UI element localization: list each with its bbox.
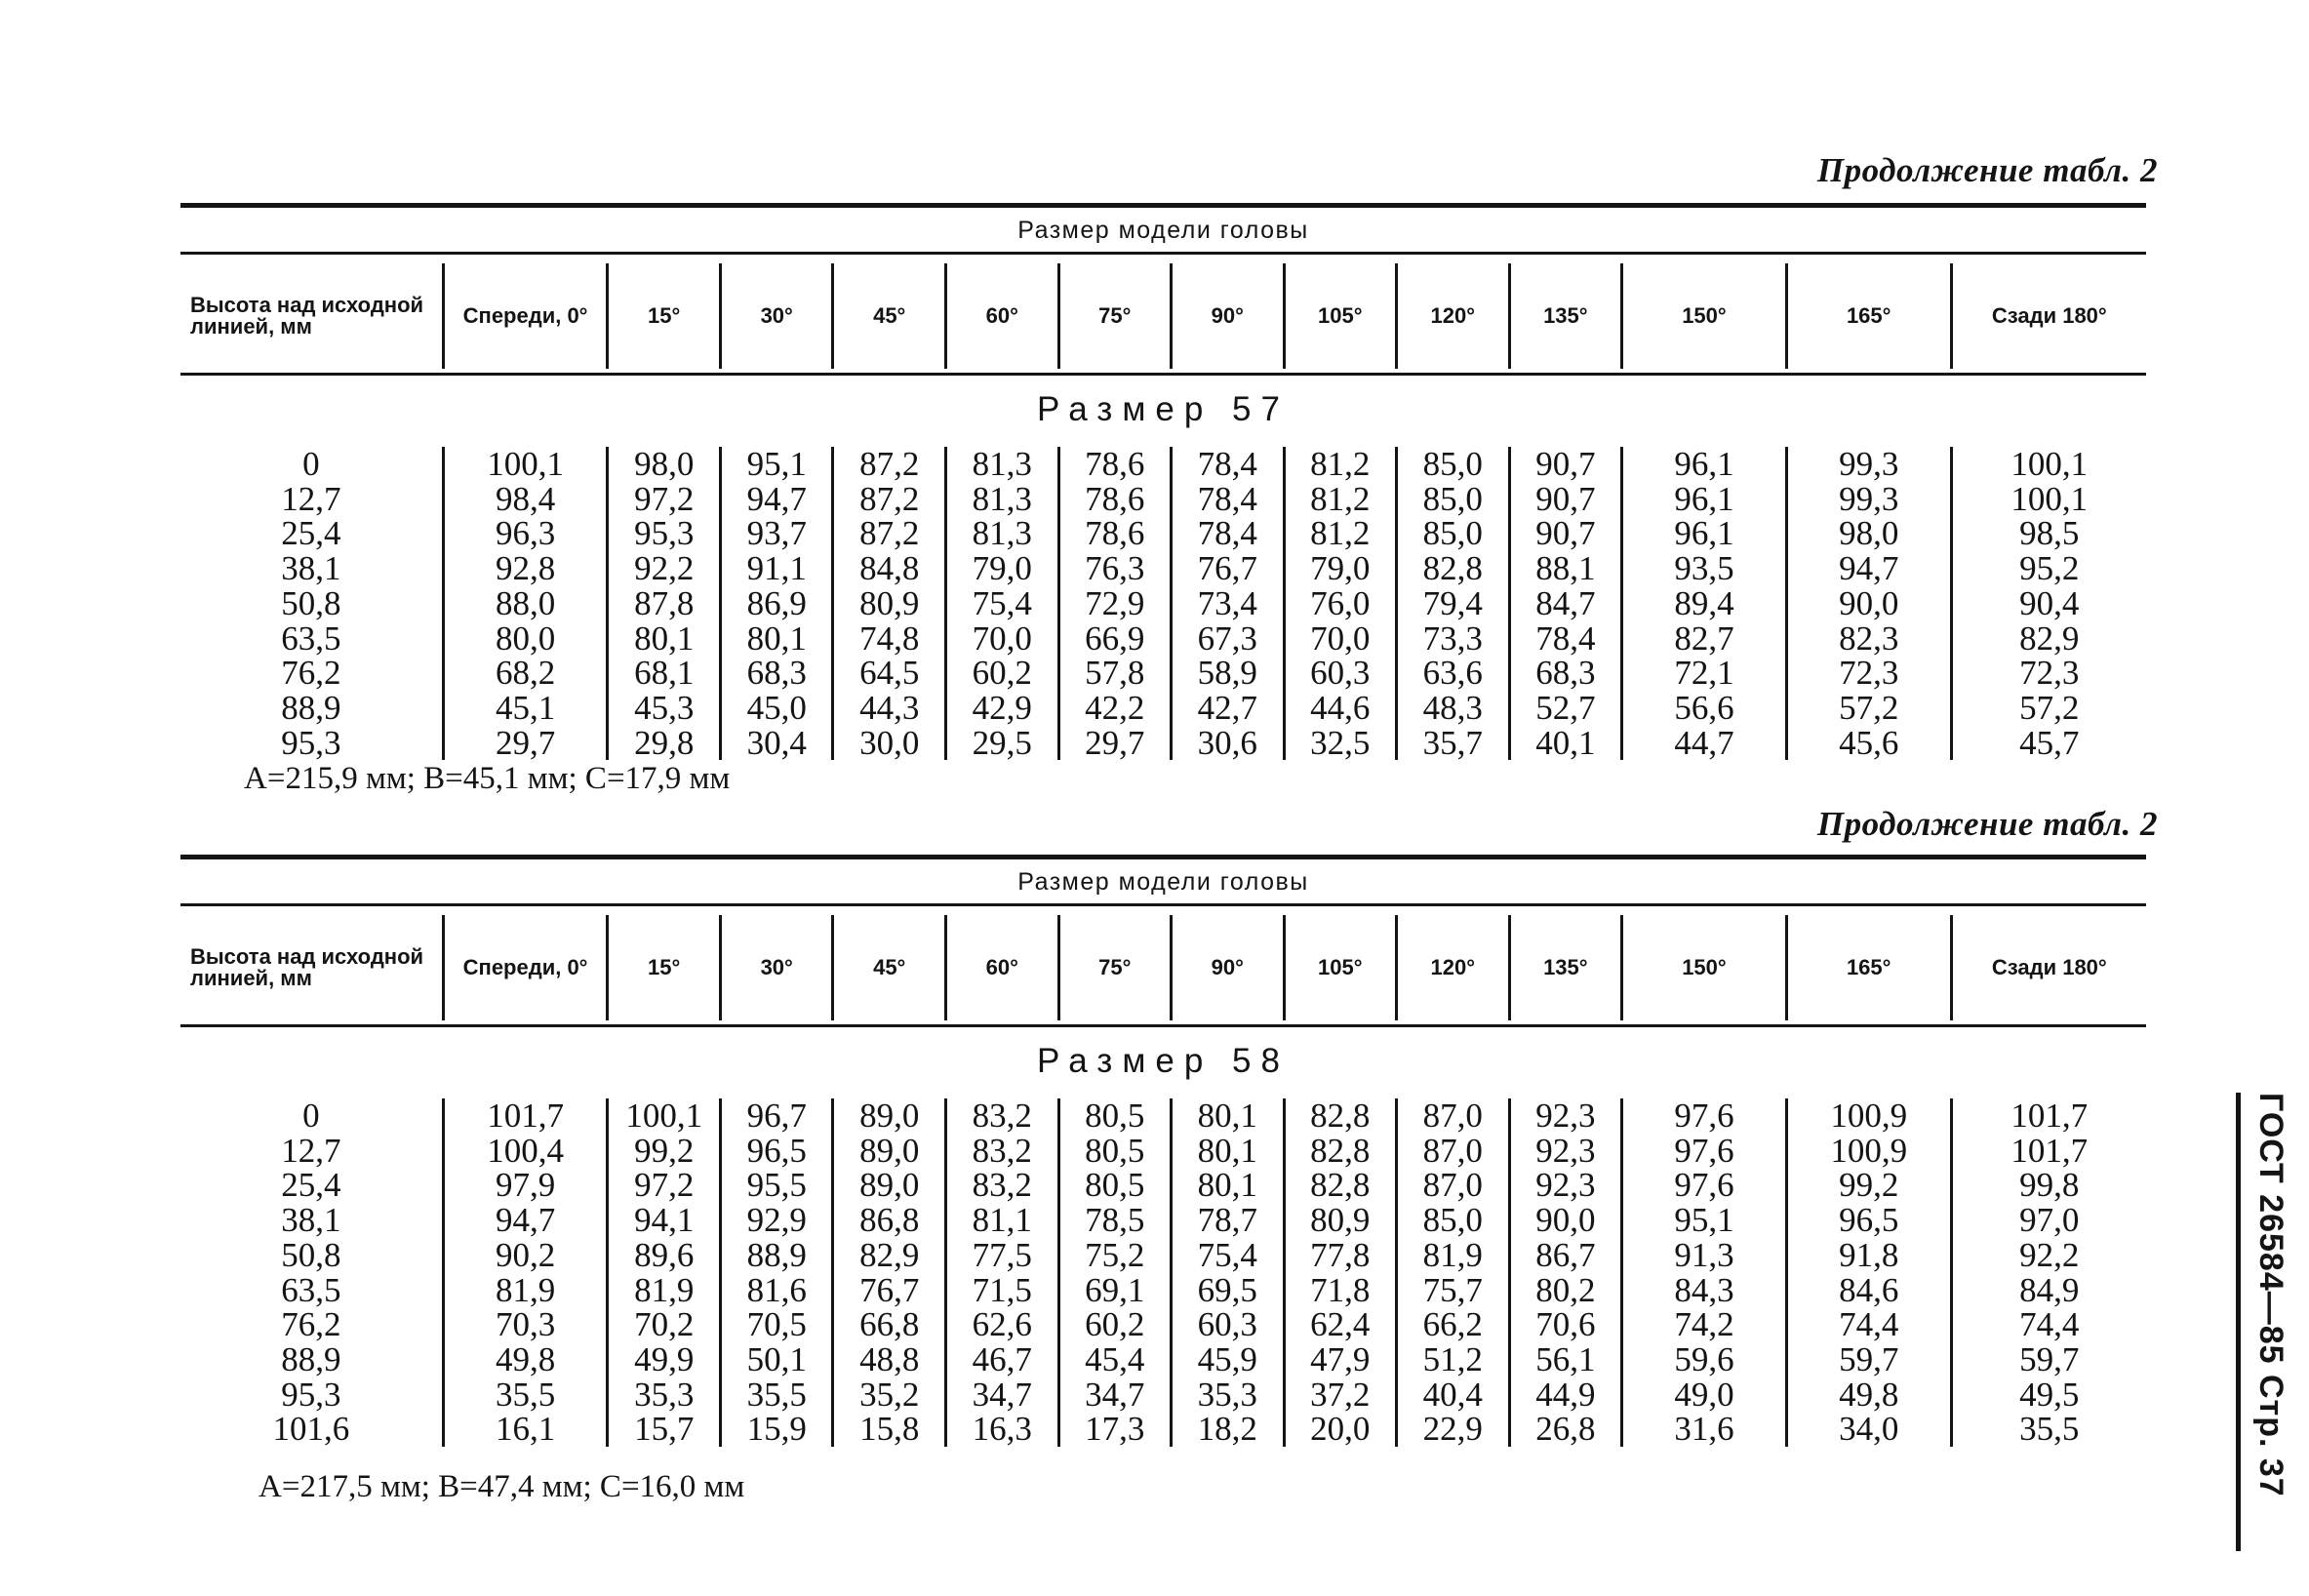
angle-15-column: 100,1 99,2 97,2 94,1 89,6 81,9 70,2 49,9 35,3 15,7 — [608, 1098, 721, 1447]
column-header-front: Спереди, 0° — [443, 263, 608, 369]
column-header-90: 90° — [1172, 915, 1285, 1020]
size-57-data-table — [180, 447, 2146, 760]
angle-120-column: 87,0 87,0 87,0 85,0 81,9 75,7 66,2 51,2 40,4 22,9 — [1397, 1098, 1510, 1447]
dimensions-note: A=215,9 мм; B=45,1 мм; C=17,9 мм — [244, 761, 731, 796]
angle-150-column: 97,6 97,6 97,6 95,1 91,3 84,3 74,2 59,6 49,0 31,6 — [1622, 1098, 1787, 1447]
column-header-front: Спереди, 0° — [443, 915, 608, 1020]
angle-135-column: 92,3 92,3 92,3 90,0 86,7 80,2 70,6 56,1 44,9 26,8 — [1509, 1098, 1622, 1447]
group-header-rule — [180, 903, 2146, 906]
column-header-back: Сзади 180° — [1951, 915, 2146, 1020]
column-header-30: 30° — [720, 915, 833, 1020]
angle-45-column: 89,0 89,0 89,0 86,8 82,9 76,7 66,8 48,8 35,2 15,8 — [833, 1098, 946, 1447]
angle-105-column: 81,2 81,2 81,2 79,0 76,0 70,0 60,3 44,6 32,5 — [1284, 447, 1397, 760]
angle-120-column: 85,0 85,0 85,0 82,8 79,4 73,3 63,6 48,3 35,7 — [1397, 447, 1510, 760]
angle-75-column: 80,5 80,5 80,5 78,5 75,2 69,1 60,2 45,4 34,7 17,3 — [1058, 1098, 1172, 1447]
column-header-30: 30° — [720, 263, 833, 369]
column-header-165: 165° — [1786, 915, 1951, 1020]
back-column: 101,7 101,7 99,8 97,0 92,2 84,9 74,4 59,7 49,5 35,5 — [1951, 1098, 2146, 1447]
column-header-table — [180, 263, 2146, 369]
table-continuation-caption: Продолжение табл. 2 — [1816, 151, 2158, 189]
angle-150-column: 96,1 96,1 96,1 93,5 89,4 82,7 72,1 56,6 44,7 — [1622, 447, 1787, 760]
column-header-height: Высота над исходной линией, мм — [190, 944, 424, 990]
column-header-75: 75° — [1058, 263, 1172, 369]
angle-15-column: 98,0 97,2 95,3 92,2 87,8 80,1 68,1 45,3 29,8 — [608, 447, 721, 760]
column-header-rule — [180, 1024, 2146, 1027]
angle-165-column: 99,3 99,3 98,0 94,7 90,0 82,3 72,3 57,2 45,6 — [1786, 447, 1951, 760]
column-header-120: 120° — [1397, 263, 1510, 369]
column-header-135: 135° — [1509, 915, 1622, 1020]
column-header-105: 105° — [1284, 263, 1397, 369]
angle-75-column: 78,6 78,6 78,6 76,3 72,9 66,9 57,8 42,2 29,7 — [1058, 447, 1172, 760]
table-continuation-caption: Продолжение табл. 2 — [1816, 805, 2158, 843]
angle-30-column: 95,1 94,7 93,7 91,1 86,9 80,1 68,3 45,0 30,4 — [720, 447, 833, 760]
column-header-150: 150° — [1622, 263, 1787, 369]
table-top-rule — [180, 855, 2146, 859]
column-header-105: 105° — [1284, 915, 1397, 1020]
column-header-135: 135° — [1509, 263, 1622, 369]
column-header-45: 45° — [833, 263, 946, 369]
angle-30-column: 96,7 96,5 95,5 92,9 88,9 81,6 70,5 50,1 35,5 15,9 — [720, 1098, 833, 1447]
angle-135-column: 90,7 90,7 90,7 88,1 84,7 78,4 68,3 52,7 40,1 — [1509, 447, 1622, 760]
column-header-row — [180, 915, 2146, 1020]
front-column: 101,7 100,4 97,9 94,7 90,2 81,9 70,3 49,8 35,5 16,1 — [443, 1098, 608, 1447]
height-column: 0 12,7 25,4 38,1 50,8 63,5 76,2 88,9 95,3 101,6 — [272, 1097, 350, 1449]
column-header-15: 15° — [608, 263, 721, 369]
back-column: 100,1 100,1 98,5 95,2 90,4 82,9 72,3 57,2 45,7 — [1951, 447, 2146, 760]
column-header-rule — [180, 373, 2146, 376]
column-header-150: 150° — [1622, 915, 1787, 1020]
group-header: Размер модели головы — [1017, 217, 1309, 244]
dimensions-note: A=217,5 мм; B=47,4 мм; C=16,0 мм — [259, 1469, 745, 1504]
size-title: Размер 58 — [1037, 1042, 1290, 1080]
column-header-60: 60° — [945, 263, 1058, 369]
angle-90-column: 80,1 80,1 80,1 78,7 75,4 69,5 60,3 45,9 35,3 18,2 — [1172, 1098, 1285, 1447]
angle-165-column: 100,9 100,9 99,2 96,5 91,8 84,6 74,4 59,7 49,8 34,0 — [1786, 1098, 1951, 1447]
column-header-165: 165° — [1786, 263, 1951, 369]
column-header-60: 60° — [945, 915, 1058, 1020]
size-57-table-block — [180, 195, 2146, 796]
size-58-data-table — [180, 1098, 2146, 1447]
height-column: 0 12,7 25,4 38,1 50,8 63,5 76,2 88,9 95,3 — [281, 445, 341, 762]
data-row — [180, 447, 2146, 760]
angle-105-column: 82,8 82,8 82,8 80,9 77,8 71,8 62,4 47,9 37,2 20,0 — [1284, 1098, 1397, 1447]
column-header-15: 15° — [608, 915, 721, 1020]
column-header-height: Высота над исходной линией, мм — [190, 293, 424, 339]
column-header-back: Сзади 180° — [1951, 263, 2146, 369]
angle-60-column: 83,2 83,2 83,2 81,1 77,5 71,5 62,6 46,7 34,7 16,3 — [945, 1098, 1058, 1447]
group-header-rule — [180, 252, 2146, 255]
column-header-120: 120° — [1397, 915, 1510, 1020]
column-header-row — [180, 263, 2146, 369]
data-row — [180, 1098, 2146, 1447]
angle-45-column: 87,2 87,2 87,2 84,8 80,9 74,8 64,5 44,3 30,0 — [833, 447, 946, 760]
table-top-rule — [180, 203, 2146, 208]
size-58-table-block — [180, 847, 2146, 1520]
front-column: 100,1 98,4 96,3 92,8 88,0 80,0 68,2 45,1 29,7 — [443, 447, 608, 760]
column-header-45: 45° — [833, 915, 946, 1020]
column-header-75: 75° — [1058, 915, 1172, 1020]
angle-90-column: 78,4 78,4 78,4 76,7 73,4 67,3 58,9 42,7 30,6 — [1172, 447, 1285, 760]
group-header: Размер модели головы — [1017, 868, 1309, 896]
size-title: Размер 57 — [1037, 390, 1290, 428]
column-header-90: 90° — [1172, 263, 1285, 369]
standard-page-label: ГОСТ 26584—85 Стр. 37 — [2236, 1093, 2289, 1551]
column-header-table — [180, 915, 2146, 1020]
angle-60-column: 81,3 81,3 81,3 79,0 75,4 70,0 60,2 42,9 29,5 — [945, 447, 1058, 760]
